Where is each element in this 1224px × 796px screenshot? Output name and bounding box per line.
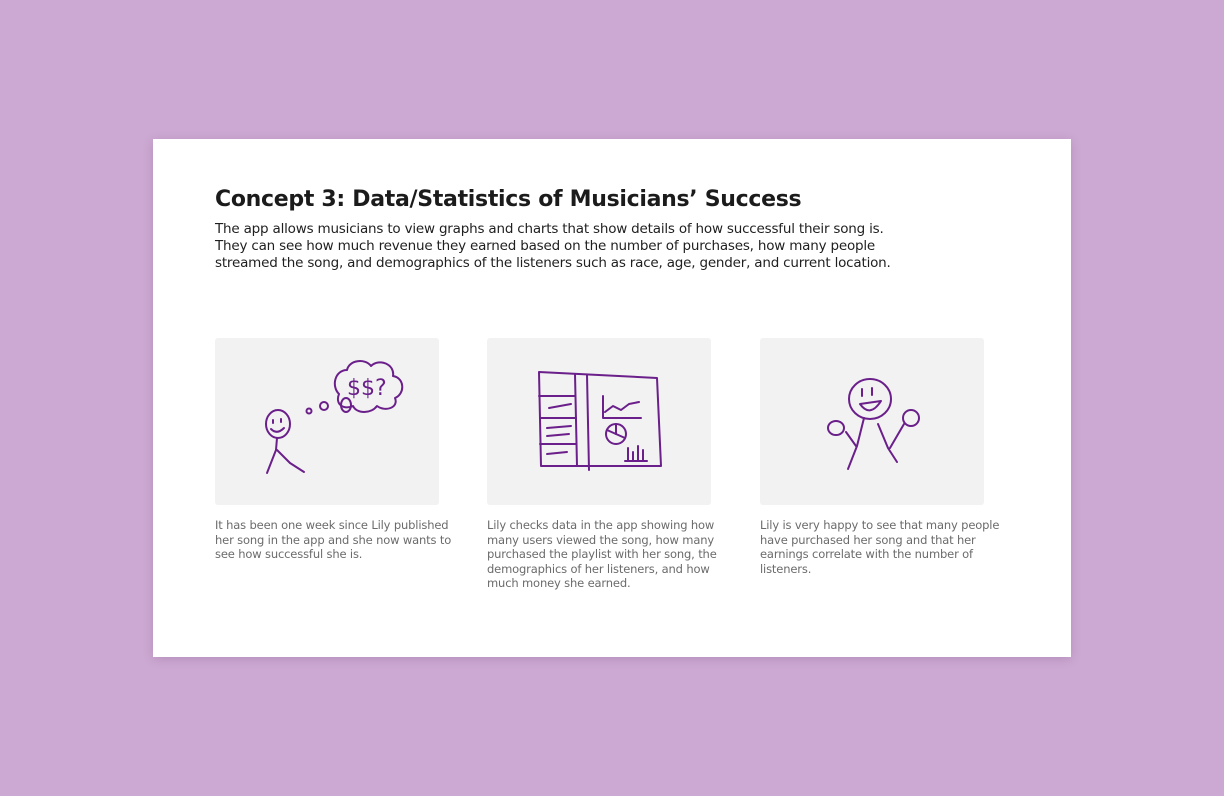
concept-title: Concept 3: Data/Statistics of Musicians’ Success — [215, 187, 802, 212]
caption-line: have purchased her song and that her — [760, 532, 976, 547]
storyboard-panel-3 — [760, 338, 1000, 576]
storyboard-caption-2 — [487, 518, 717, 591]
caption-line: earnings correlate with the number of — [760, 547, 973, 562]
description-line: They can see how much revenue they earned based on the number of purchases, how many people — [215, 238, 876, 254]
storyboard-caption-1 — [215, 518, 452, 562]
happy-stick-figure-icon — [760, 338, 984, 505]
caption-line: Lily is very happy to see that many people — [760, 518, 1000, 532]
storyboard-caption-3 — [760, 518, 1000, 576]
concept-description — [215, 221, 891, 272]
caption-line: purchased the playlist with her song, the — [487, 547, 717, 562]
dashboard-charts-icon — [487, 338, 711, 505]
concept-card — [153, 139, 1071, 657]
caption-line: It has been one week since Lily published — [215, 518, 449, 532]
stick-figure-thinking-money-icon — [215, 338, 439, 505]
caption-line: listeners. — [760, 561, 812, 576]
storyboard-sketch-1 — [215, 338, 439, 505]
caption-line: many users viewed the song, how many — [487, 532, 715, 547]
caption-line: Lily checks data in the app showing how — [487, 518, 715, 532]
storyboard-sketch-3 — [760, 338, 984, 505]
description-line: streamed the song, and demographics of the listeners such as race, age, gender, and current location. — [215, 255, 891, 271]
storyboard-sketch-2 — [487, 338, 711, 505]
storyboard-panel-1 — [215, 338, 452, 562]
storyboard-panel-2 — [487, 338, 717, 591]
thought-text: $$? — [347, 376, 387, 401]
caption-line: demographics of her listeners, and how — [487, 561, 710, 576]
caption-line: see how successful she is. — [215, 547, 363, 562]
caption-line: much money she earned. — [487, 576, 631, 591]
description-line: The app allows musicians to view graphs and charts that show details of how successful their song is. — [215, 221, 884, 237]
caption-line: her song in the app and she now wants to — [215, 532, 452, 547]
